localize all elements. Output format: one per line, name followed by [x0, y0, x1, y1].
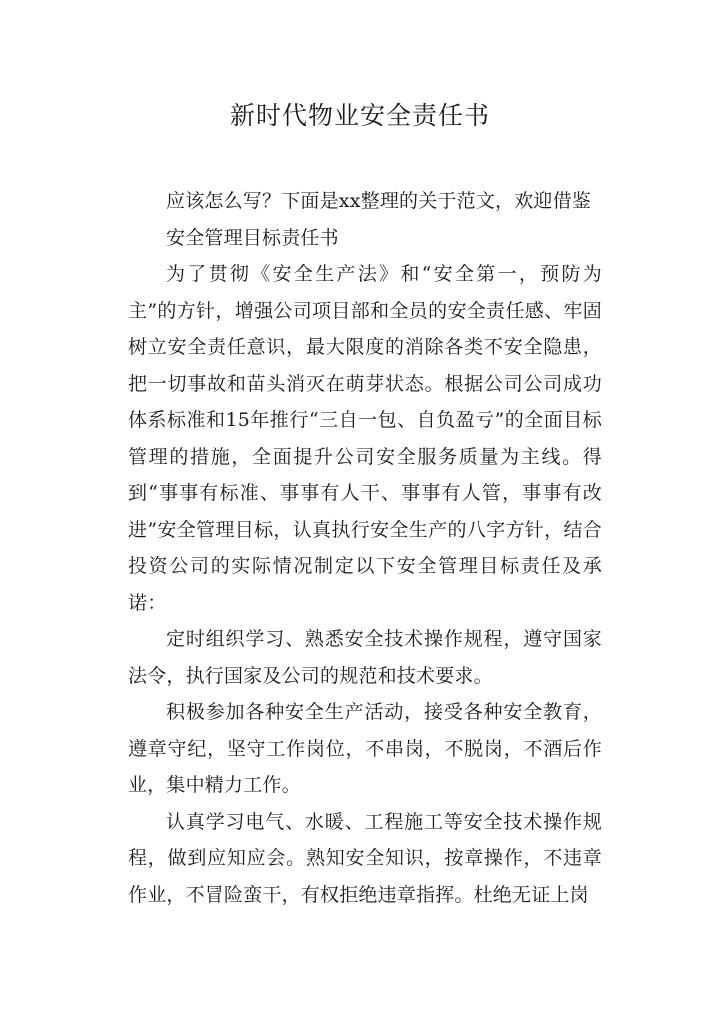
document-title: 新时代物业安全责任书 [229, 101, 490, 130]
document-body [128, 183, 602, 913]
paragraph-technical-rules: 认真学习电气、水暖、工程施工等安全技术操作规程，做到应知应会。熟知安全知识，按章操作，不违章作业，不冒险蛮干，有权拒绝违章指挥。杜绝无证上岗 [128, 810, 602, 906]
paragraph-purpose: 为了贯彻《安全生产法》和“安全第一，预防为主”的方针，增强公司项目部和全员的安全责任感、牢固树立安全责任意识，最大限度的消除各类不安全隐患，把一切事故和苗头消灭在萌芽状态。根据公司公司成功体系标准和15年推行“三自一包、自负盈亏”的全面目标管理的措施，全面提升公司安全服务质量为主线。得到“事事有标准、事事有人干、事事有人管，事事有改进”安全管理目标，认真执行安全生产的八字方针，结合投资公司的实际情况制定以下安全管理目标责任及承诺： [128, 263, 602, 614]
paragraph-safety-activities: 积极参加各种安全生产活动，接受各种安全教育，遵章守纪，坚守工作岗位，不串岗，不脱岗，不酒后作业，集中精力工作。 [128, 701, 602, 796]
intro-paragraph: 应该怎么写？下面是xx整理的关于范文，欢迎借鉴 [166, 190, 592, 212]
paragraph-study-rules: 定时组织学习、熟悉安全技术操作规程，遵守国家法令，执行国家及公司的规范和技术要求。 [128, 628, 602, 687]
section-heading: 安全管理目标责任书 [166, 226, 339, 249]
